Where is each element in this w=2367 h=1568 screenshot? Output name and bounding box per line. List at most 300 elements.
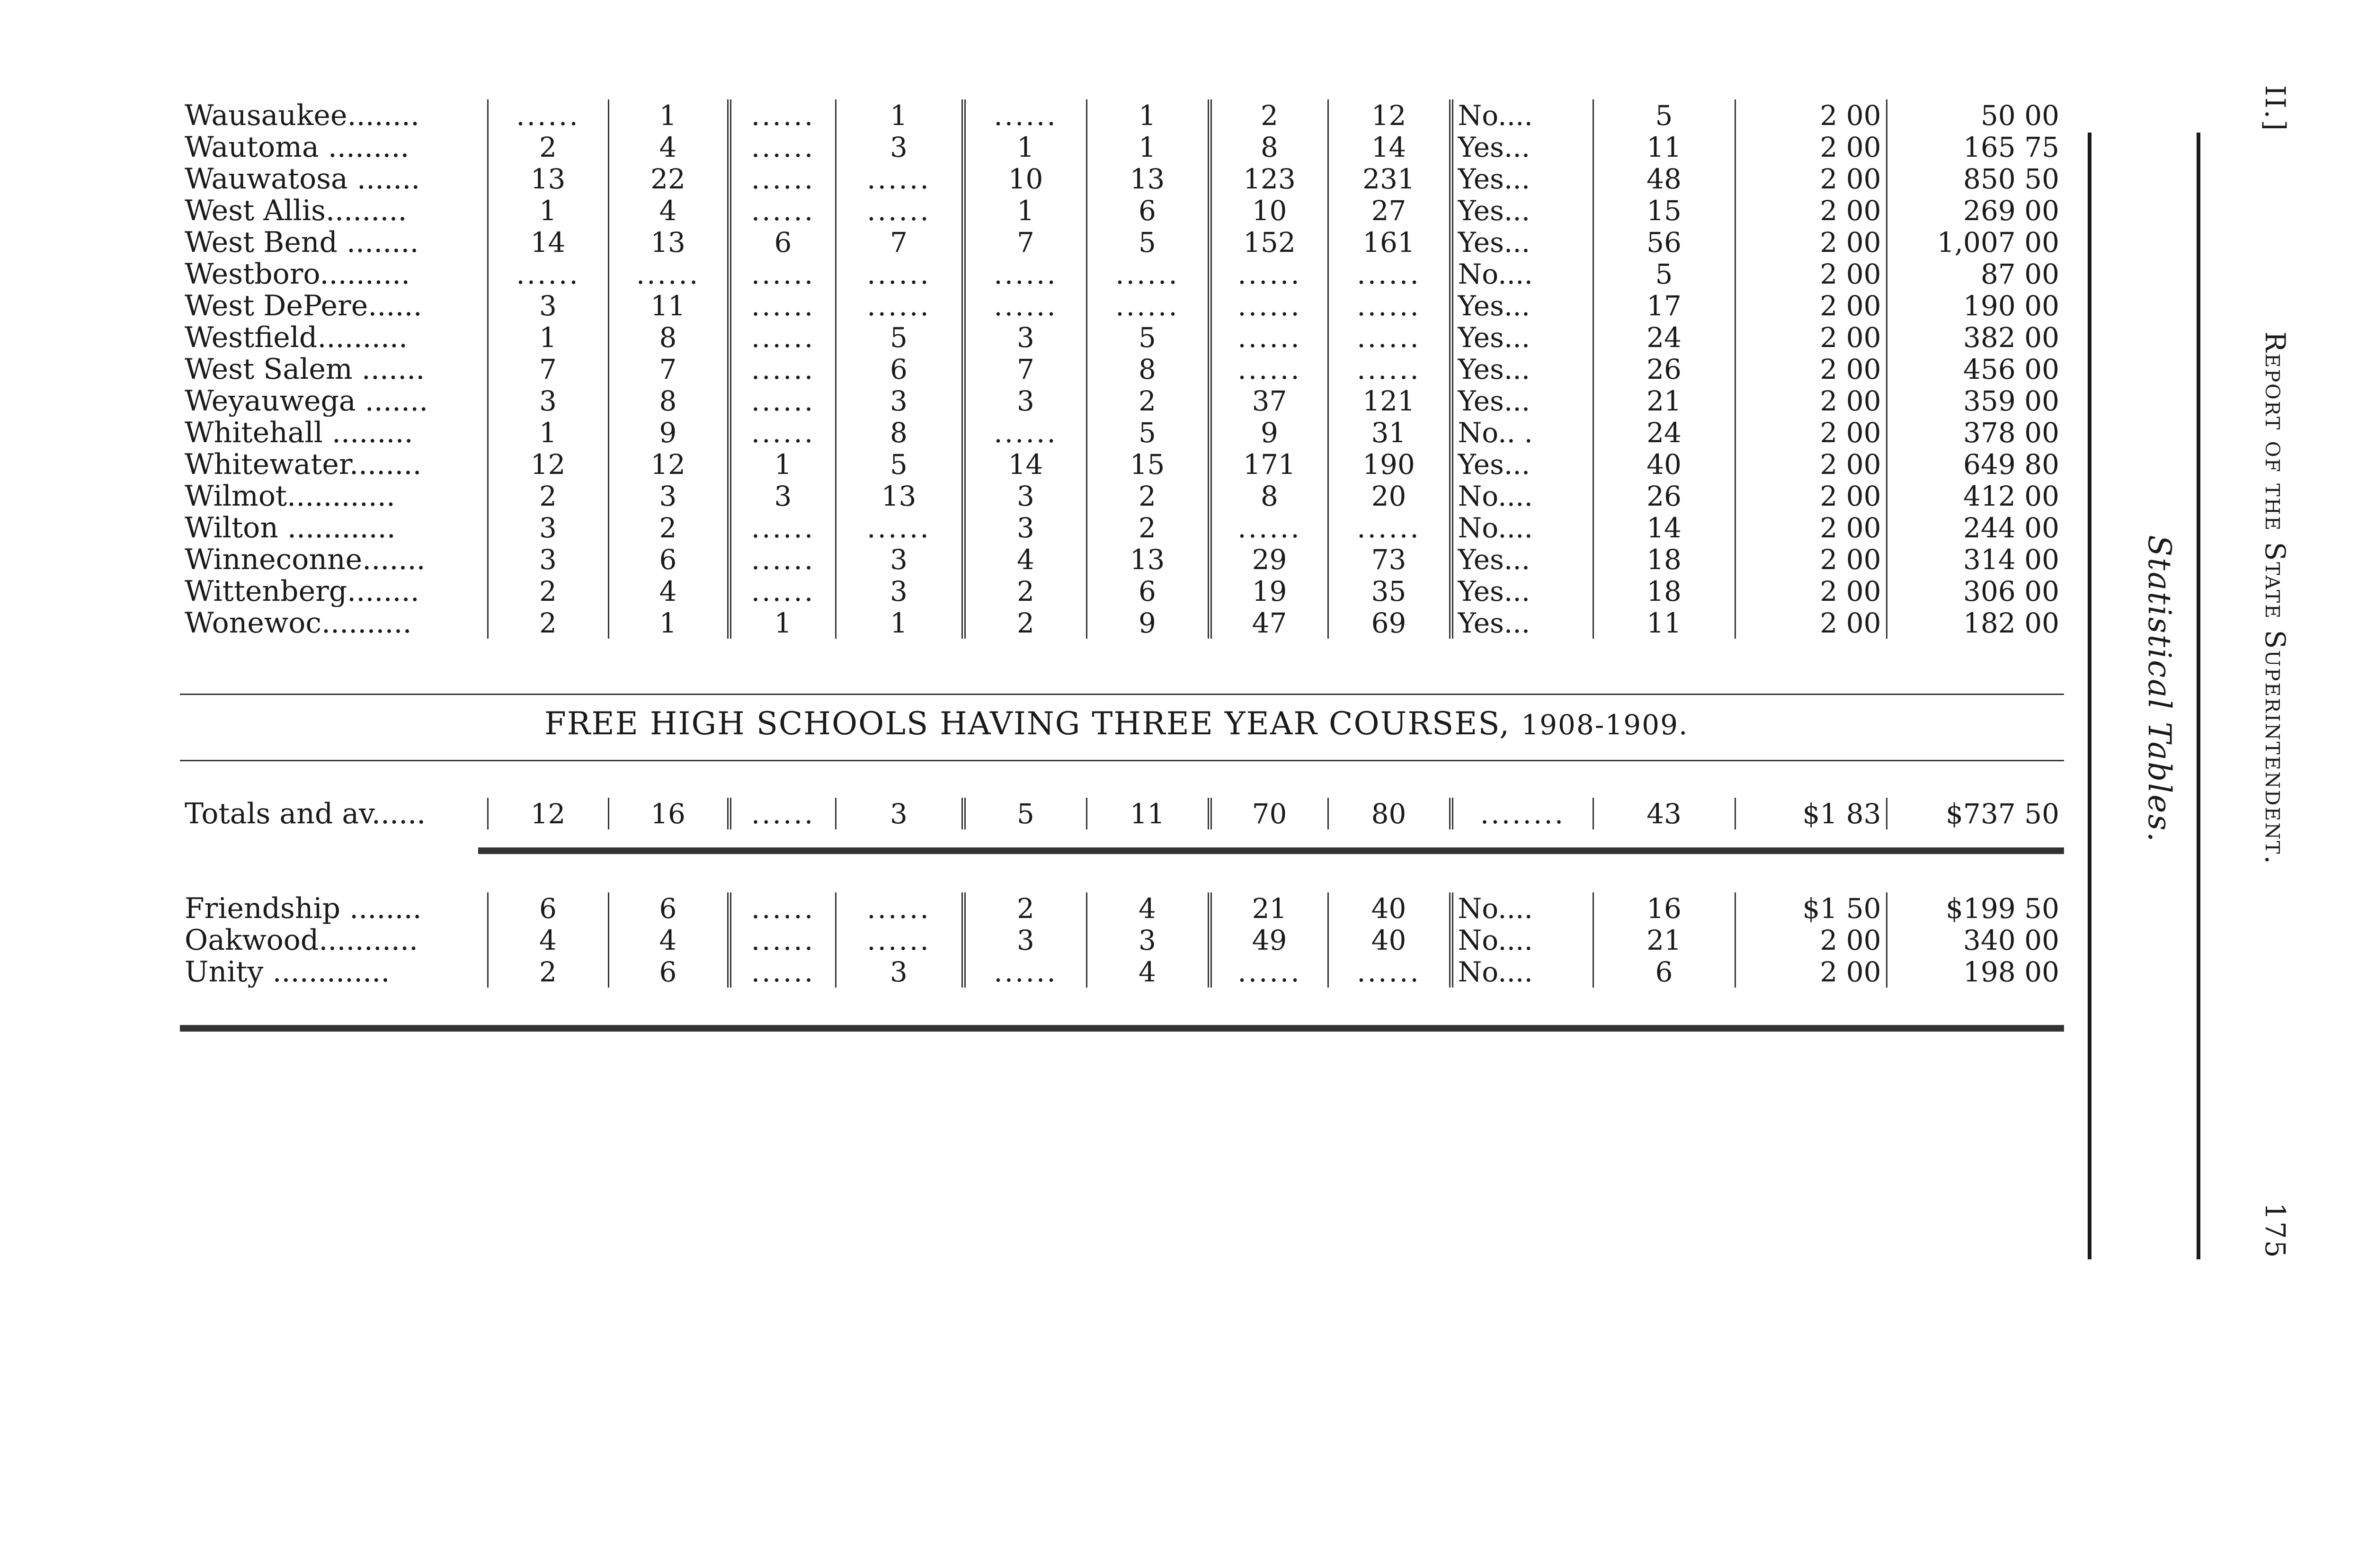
table-cell: 3 — [836, 575, 963, 607]
table-cell: 171 — [1210, 448, 1328, 480]
school-name: Weyauwega ....... — [185, 385, 428, 417]
table-cell: ...... — [729, 163, 836, 195]
table-cell: 15 — [1593, 195, 1735, 226]
table-row — [180, 956, 2064, 988]
table-cell: ...... — [1210, 353, 1328, 385]
table-row — [180, 226, 2064, 258]
table-cell: ...... — [1086, 258, 1210, 290]
table-cell: 49 — [1210, 924, 1328, 956]
table-cell: Yes... — [1451, 575, 1593, 607]
table-cell: 152 — [1210, 226, 1328, 258]
table-cell: 9 — [1210, 417, 1328, 448]
table-cell: 11 — [1593, 607, 1735, 639]
table-cell: 3 — [488, 543, 608, 575]
table-cell: 2 — [488, 607, 608, 639]
table-row — [180, 543, 2064, 575]
table-row — [180, 99, 2064, 131]
table-cell: 9 — [1086, 607, 1210, 639]
table-cell: 3 — [488, 290, 608, 321]
table-cell: 3 — [1086, 924, 1210, 956]
table-cell: ...... — [608, 258, 729, 290]
school-table-top — [180, 99, 2064, 639]
table-cell: 8 — [836, 417, 963, 448]
table-cell: 21 — [1210, 892, 1328, 924]
table-cell: 6 — [488, 892, 608, 924]
table-cell: 5 — [1086, 226, 1210, 258]
totals-cell: 16 — [608, 798, 729, 829]
table-cell: 6 — [608, 892, 729, 924]
table-cell: 244 00 — [1886, 512, 2064, 543]
school-name: Wonewoc.......... — [185, 607, 412, 639]
table-cell: 3 — [963, 512, 1086, 543]
totals-cell: 12 — [488, 798, 608, 829]
table-cell: 19 — [1210, 575, 1328, 607]
table-cell: ...... — [729, 892, 836, 924]
table-cell: 7 — [488, 353, 608, 385]
table-cell: 190 — [1328, 448, 1451, 480]
table-cell: 2 00 — [1735, 99, 1886, 131]
section-heading-years: 1908-1909. — [1521, 709, 1689, 741]
totals-cell: 43 — [1593, 798, 1735, 829]
table-cell: ...... — [963, 258, 1086, 290]
table-cell: 5 — [1593, 258, 1735, 290]
running-title: Report of the State Superintendent. — [2259, 331, 2291, 865]
table-cell: Yes... — [1451, 353, 1593, 385]
school-name: Wauwatosa ....... — [185, 163, 420, 195]
table-cell: 4 — [608, 924, 729, 956]
table-cell: 2 00 — [1735, 512, 1886, 543]
table-cell: 161 — [1328, 226, 1451, 258]
table-cell: 26 — [1593, 480, 1735, 512]
school-name: Wautoma ......... — [185, 131, 409, 163]
table-cell: 7 — [836, 226, 963, 258]
table-cell: 12 — [488, 448, 608, 480]
table-cell: 5 — [1086, 417, 1210, 448]
school-name: Friendship ........ — [185, 892, 422, 924]
table-cell: 5 — [836, 321, 963, 353]
table-cell: ...... — [963, 956, 1086, 988]
rule-below-section — [180, 760, 2064, 761]
table-cell: 382 00 — [1886, 321, 2064, 353]
table-row — [180, 417, 2064, 448]
table-cell: 2 00 — [1735, 575, 1886, 607]
table-cell: 3 — [963, 924, 1086, 956]
table-cell: 1 — [488, 195, 608, 226]
table-cell: 2 — [488, 575, 608, 607]
table-cell: 306 00 — [1886, 575, 2064, 607]
table-cell: 2 00 — [1735, 131, 1886, 163]
table-cell: Yes... — [1451, 290, 1593, 321]
table-cell: 35 — [1328, 575, 1451, 607]
table-cell: 3 — [836, 956, 963, 988]
table-cell: 26 — [1593, 353, 1735, 385]
table-cell: 5 — [836, 448, 963, 480]
table-cell: ...... — [836, 195, 963, 226]
table-cell: 1 — [488, 417, 608, 448]
table-cell: 2 — [963, 575, 1086, 607]
table-cell: ...... — [836, 163, 963, 195]
table-cell: 2 00 — [1735, 924, 1886, 956]
table-cell: ...... — [729, 956, 836, 988]
table-cell: 412 00 — [1886, 480, 2064, 512]
table-cell: 40 — [1328, 892, 1451, 924]
table-cell: 13 — [1086, 163, 1210, 195]
table-cell: 3 — [963, 480, 1086, 512]
table-cell: 24 — [1593, 321, 1735, 353]
table-cell: 22 — [608, 163, 729, 195]
table-cell: ...... — [1210, 956, 1328, 988]
totals-table — [180, 798, 2064, 829]
table-cell: 11 — [1593, 131, 1735, 163]
table-cell: ...... — [1328, 512, 1451, 543]
table-cell: 1 — [963, 131, 1086, 163]
table-cell: 2 — [963, 892, 1086, 924]
table-cell: 2 — [488, 131, 608, 163]
table-cell: 4 — [1086, 892, 1210, 924]
table-cell: 2 00 — [1735, 480, 1886, 512]
table-cell: ...... — [1210, 321, 1328, 353]
table-cell: 340 00 — [1886, 924, 2064, 956]
table-cell: 12 — [608, 448, 729, 480]
table-cell: 17 — [1593, 290, 1735, 321]
table-cell: 314 00 — [1886, 543, 2064, 575]
table-cell: 13 — [488, 163, 608, 195]
school-name: West Allis......... — [185, 195, 407, 226]
table-cell: 6 — [1593, 956, 1735, 988]
school-name: West Bend ........ — [185, 226, 419, 258]
table-cell: 2 — [1086, 385, 1210, 417]
table-cell: 13 — [1086, 543, 1210, 575]
school-name: Winneconne....... — [185, 543, 426, 575]
totals-cell: 3 — [836, 798, 963, 829]
table-cell: 14 — [963, 448, 1086, 480]
table-cell: 2 — [488, 956, 608, 988]
table-cell: 10 — [1210, 195, 1328, 226]
table-cell: 3 — [608, 480, 729, 512]
table-cell: ...... — [1328, 353, 1451, 385]
table-cell: ...... — [729, 575, 836, 607]
table-cell: 29 — [1210, 543, 1328, 575]
table-cell: ...... — [1328, 321, 1451, 353]
table-cell: ...... — [729, 321, 836, 353]
table-cell: 121 — [1328, 385, 1451, 417]
table-cell: 16 — [1593, 892, 1735, 924]
table-cell: 6 — [1086, 575, 1210, 607]
table-cell: 190 00 — [1886, 290, 2064, 321]
table-cell: 2 00 — [1735, 290, 1886, 321]
table-cell: 18 — [1593, 543, 1735, 575]
table-cell: ...... — [729, 417, 836, 448]
table-cell: 123 — [1210, 163, 1328, 195]
table-cell: 1,007 00 — [1886, 226, 2064, 258]
table-cell: 6 — [608, 956, 729, 988]
table-cell: 4 — [1086, 956, 1210, 988]
table-cell: Yes... — [1451, 163, 1593, 195]
table-row — [180, 448, 2064, 480]
school-name: Westfield.......... — [185, 321, 408, 353]
table-cell: ...... — [836, 258, 963, 290]
table-cell: 3 — [836, 131, 963, 163]
table-cell: 18 — [1593, 575, 1735, 607]
table-cell: ...... — [1328, 956, 1451, 988]
table-cell: 2 00 — [1735, 353, 1886, 385]
table-cell: 73 — [1328, 543, 1451, 575]
table-cell: ...... — [729, 258, 836, 290]
school-name: Whitewater........ — [185, 448, 422, 480]
totals-cell: 70 — [1210, 798, 1328, 829]
table-cell: ...... — [1210, 290, 1328, 321]
table-cell: ...... — [963, 417, 1086, 448]
table-cell: ...... — [836, 892, 963, 924]
table-cell: ...... — [1328, 258, 1451, 290]
table-row — [180, 385, 2064, 417]
table-cell: 1 — [836, 607, 963, 639]
table-cell: ...... — [836, 924, 963, 956]
table-cell: 40 — [1593, 448, 1735, 480]
table-cell: 850 50 — [1886, 163, 2064, 195]
table-cell: 31 — [1328, 417, 1451, 448]
table-cell: 7 — [608, 353, 729, 385]
table-cell: 1 — [836, 99, 963, 131]
table-row — [180, 290, 2064, 321]
table-cell: ...... — [729, 543, 836, 575]
table-cell: 9 — [608, 417, 729, 448]
table-cell: 15 — [1086, 448, 1210, 480]
table-cell: 182 00 — [1886, 607, 2064, 639]
table-cell: 40 — [1328, 924, 1451, 956]
school-name: Wilmot............ — [185, 480, 395, 512]
table-cell: 2 — [488, 480, 608, 512]
table-cell: Yes... — [1451, 385, 1593, 417]
totals-cell: 11 — [1086, 798, 1210, 829]
table-cell: 69 — [1328, 607, 1451, 639]
table-cell: 2 — [1086, 480, 1210, 512]
totals-row — [180, 798, 2064, 829]
totals-cell: ........ — [1451, 798, 1593, 829]
table-cell: 3 — [488, 512, 608, 543]
table-cell: 649 80 — [1886, 448, 2064, 480]
table-cell: No.... — [1451, 258, 1593, 290]
table-cell: No.... — [1451, 512, 1593, 543]
table-row — [180, 353, 2064, 385]
totals-cell: 5 — [963, 798, 1086, 829]
table-cell: Yes... — [1451, 607, 1593, 639]
table-cell: 4 — [608, 131, 729, 163]
table-cell: 198 00 — [1886, 956, 2064, 988]
table-cell: 2 00 — [1735, 385, 1886, 417]
table-cell: ...... — [729, 290, 836, 321]
table-cell: 456 00 — [1886, 353, 2064, 385]
school-name: Unity ............. — [185, 956, 390, 988]
table-cell: 2 00 — [1735, 226, 1886, 258]
table-cell: 13 — [836, 480, 963, 512]
table-cell: ...... — [1210, 258, 1328, 290]
table-cell: 3 — [488, 385, 608, 417]
school-name: Westboro.......... — [185, 258, 410, 290]
table-cell: 21 — [1593, 924, 1735, 956]
table-cell: 2 00 — [1735, 258, 1886, 290]
table-row — [180, 575, 2064, 607]
table-cell: 2 — [1086, 512, 1210, 543]
table-cell: 14 — [488, 226, 608, 258]
page-number: 175 — [2259, 1203, 2291, 1259]
table-cell: 3 — [963, 385, 1086, 417]
table-cell: 2 — [963, 607, 1086, 639]
table-cell: 3 — [963, 321, 1086, 353]
table-cell: 2 00 — [1735, 543, 1886, 575]
table-cell: 2 00 — [1735, 417, 1886, 448]
school-name: Wittenberg........ — [185, 575, 419, 607]
school-name: Wausaukee........ — [185, 99, 420, 131]
totals-cell: $737 50 — [1886, 798, 2064, 829]
table-cell: 13 — [608, 226, 729, 258]
table-cell: ...... — [1086, 290, 1210, 321]
table-cell: ...... — [1210, 512, 1328, 543]
table-cell: ...... — [729, 512, 836, 543]
table-cell: ...... — [836, 512, 963, 543]
section-heading-text: FREE HIGH SCHOOLS HAVING THREE YEAR COURSES, — [544, 705, 1511, 742]
table-cell: 10 — [963, 163, 1086, 195]
school-name: West DePere...... — [185, 290, 422, 321]
table-cell: 11 — [608, 290, 729, 321]
table-cell: 1 — [729, 448, 836, 480]
table-cell: No.... — [1451, 99, 1593, 131]
table-cell: 20 — [1328, 480, 1451, 512]
school-name: Oakwood........... — [185, 924, 418, 956]
table-cell: Yes... — [1451, 543, 1593, 575]
table-cell: No.... — [1451, 956, 1593, 988]
table-cell: 2 00 — [1735, 956, 1886, 988]
table-cell: 3 — [836, 543, 963, 575]
rule-above-section — [180, 694, 2064, 695]
table-cell: 7 — [963, 353, 1086, 385]
table-cell: 2 00 — [1735, 448, 1886, 480]
section-heading — [544, 705, 1688, 742]
table-cell: 5 — [1593, 99, 1735, 131]
table-cell: 1 — [488, 321, 608, 353]
totals-cell: $1 83 — [1735, 798, 1886, 829]
table-cell: No.... — [1451, 892, 1593, 924]
bottom-double-rule — [180, 1025, 2064, 1032]
totals-cell: 80 — [1328, 798, 1451, 829]
header-rule-outer — [2197, 133, 2200, 1259]
table-cell: 6 — [1086, 195, 1210, 226]
table-cell: 4 — [608, 575, 729, 607]
table-row — [180, 131, 2064, 163]
table-cell: ...... — [963, 290, 1086, 321]
table-cell: ...... — [729, 385, 836, 417]
table-cell: No.. . — [1451, 417, 1593, 448]
table-cell: 27 — [1328, 195, 1451, 226]
table-cell: 37 — [1210, 385, 1328, 417]
table-cell: 12 — [1328, 99, 1451, 131]
table-cell: $1 50 — [1735, 892, 1886, 924]
table-cell: 8 — [608, 385, 729, 417]
table-cell: 2 00 — [1735, 163, 1886, 195]
table-cell: 87 00 — [1886, 258, 2064, 290]
totals-double-rule — [478, 847, 2064, 854]
totals-label: Totals and av...... — [185, 798, 426, 829]
table-cell: ...... — [729, 99, 836, 131]
table-cell: 4 — [488, 924, 608, 956]
table-cell: 1 — [963, 195, 1086, 226]
table-cell: 1 — [1086, 99, 1210, 131]
table-cell: 4 — [608, 195, 729, 226]
table-cell: 4 — [963, 543, 1086, 575]
table-cell: 165 75 — [1886, 131, 2064, 163]
totals-cell: ...... — [729, 798, 836, 829]
table-cell: 6 — [608, 543, 729, 575]
table-cell: 2 — [608, 512, 729, 543]
table-row — [180, 607, 2064, 639]
table-cell: Yes... — [1451, 448, 1593, 480]
table-cell: No.... — [1451, 480, 1593, 512]
table-cell: 24 — [1593, 417, 1735, 448]
table-cell: 47 — [1210, 607, 1328, 639]
table-row — [180, 892, 2064, 924]
table-cell: ...... — [488, 99, 608, 131]
table-cell: 378 00 — [1886, 417, 2064, 448]
school-name: West Salem ....... — [185, 353, 425, 385]
table-cell: 359 00 — [1886, 385, 2064, 417]
table-cell: ...... — [836, 290, 963, 321]
table-cell: 50 00 — [1886, 99, 2064, 131]
table-cell: 56 — [1593, 226, 1735, 258]
table-cell: 6 — [836, 353, 963, 385]
table-row — [180, 480, 2064, 512]
table-cell: $199 50 — [1886, 892, 2064, 924]
table-cell: 48 — [1593, 163, 1735, 195]
table-cell: 21 — [1593, 385, 1735, 417]
table-cell: Yes... — [1451, 195, 1593, 226]
table-cell: No.... — [1451, 924, 1593, 956]
table-cell: Yes... — [1451, 131, 1593, 163]
table-cell: 8 — [608, 321, 729, 353]
table-cell: 2 — [1210, 99, 1328, 131]
table-cell: 14 — [1593, 512, 1735, 543]
header-rule-inner — [2088, 133, 2091, 1259]
table-cell: 14 — [1328, 131, 1451, 163]
table-cell: ...... — [729, 353, 836, 385]
table-cell: 2 00 — [1735, 607, 1886, 639]
table-cell: ...... — [729, 131, 836, 163]
table-cell: 6 — [729, 226, 836, 258]
table-cell: ...... — [1328, 290, 1451, 321]
table-row — [180, 924, 2064, 956]
table-row — [180, 195, 2064, 226]
table-cell: Yes... — [1451, 321, 1593, 353]
table-cell: 5 — [1086, 321, 1210, 353]
table-cell: 8 — [1210, 480, 1328, 512]
table-cell: 8 — [1210, 131, 1328, 163]
table-cell: 1 — [608, 99, 729, 131]
table-cell: 1 — [729, 607, 836, 639]
section-subtitle: Statistical Tables. — [2141, 535, 2178, 844]
table-cell: 3 — [836, 385, 963, 417]
table-cell: 3 — [729, 480, 836, 512]
table-cell: 2 00 — [1735, 321, 1886, 353]
table-cell: 269 00 — [1886, 195, 2064, 226]
table-cell: 1 — [608, 607, 729, 639]
table-cell: 7 — [963, 226, 1086, 258]
table-cell: 8 — [1086, 353, 1210, 385]
table-row — [180, 258, 2064, 290]
table-cell: Yes... — [1451, 226, 1593, 258]
table-cell: 1 — [1086, 131, 1210, 163]
table-cell: 2 00 — [1735, 195, 1886, 226]
table-row — [180, 321, 2064, 353]
school-table-bottom — [180, 892, 2064, 988]
